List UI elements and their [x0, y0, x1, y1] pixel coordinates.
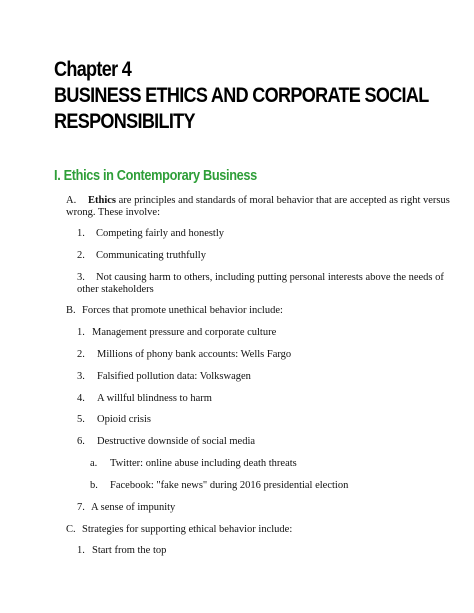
list-item: 3. Falsified pollution data: Volkswagen: [77, 371, 251, 382]
outline-item-a-continued: wrong. These involve:: [66, 207, 160, 218]
sub-list-item: a. Twitter: online abuse including death threats: [90, 458, 297, 469]
outline-item-b: [66, 305, 283, 317]
section-heading: I. Ethics in Contemporary Business: [54, 168, 257, 184]
outline-marker: B.: [66, 305, 76, 316]
list-item: 1. Start from the top: [77, 545, 167, 556]
list-item: 1. Management pressure and corporate culture: [77, 327, 277, 338]
sub-list-item: b. Facebook: "fake news" during 2016 presidential election: [90, 480, 349, 491]
ethics-term: Ethics: [88, 195, 117, 206]
outline-text: are principles and standards of moral behavior that are accepted as right versus: [116, 195, 450, 206]
outline-marker: A.: [66, 195, 77, 206]
outline-item-a: [66, 195, 450, 207]
outline-item-c: [66, 524, 292, 536]
outline-marker: C.: [66, 524, 76, 535]
list-item: 1. Competing fairly and honestly: [77, 228, 225, 239]
list-item: 4. A willful blindness to harm: [77, 393, 212, 404]
chapter-number: Chapter 4: [54, 58, 132, 81]
list-item: 3. Not causing harm to others, including putting personal interests above the needs of: [77, 272, 444, 283]
list-item: 2. Communicating truthfully: [77, 250, 206, 261]
list-item-continued: other stakeholders: [77, 284, 154, 295]
list-item: 7. A sense of impunity: [77, 502, 176, 513]
outline-text: Strategies for supporting ethical behavior include:: [82, 524, 293, 535]
chapter-title-line-2: RESPONSIBILITY: [54, 110, 195, 133]
list-item: 2. Millions of phony bank accounts: Wells Fargo: [77, 349, 292, 360]
chapter-title-line-1: BUSINESS ETHICS AND CORPORATE SOCIAL: [54, 84, 429, 107]
list-item: 6. Destructive downside of social media: [77, 436, 256, 447]
list-item: 5. Opioid crisis: [77, 414, 151, 425]
outline-text: Forces that promote unethical behavior include:: [82, 305, 283, 316]
